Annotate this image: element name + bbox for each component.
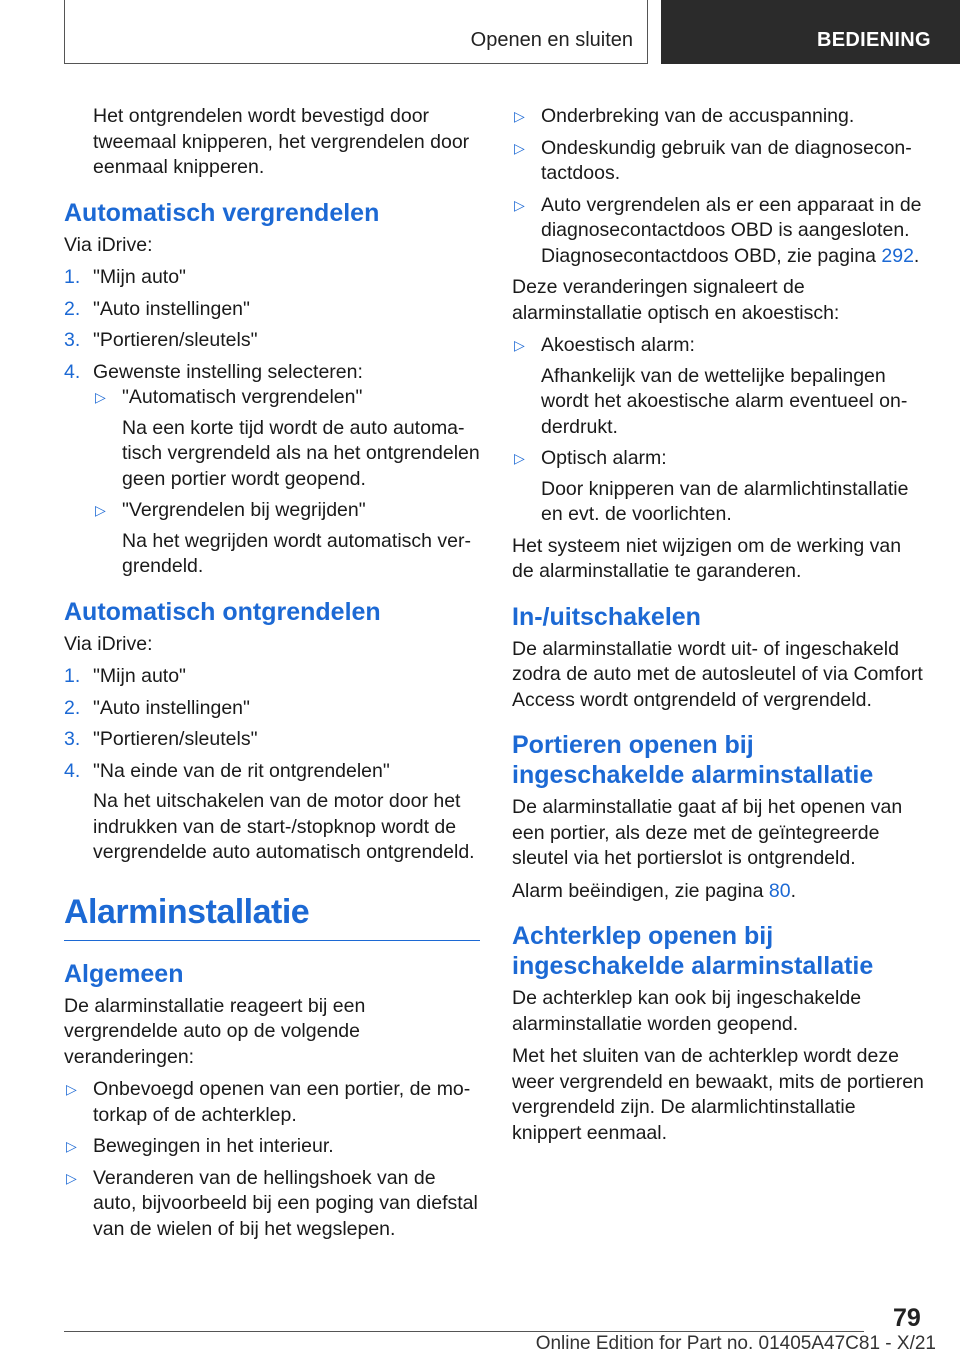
on-off-text: De alarminstallatie wordt uit- of ingeschakeld zodra de auto met de autosleutel of via Comfort Access wordt ontgrendeld of vergrendeld. [512,637,923,711]
list-item [512,446,928,528]
general-text: De alarminstallatie reageert bij een vergrendelde auto op de volgende veranderingen: [64,994,366,1068]
list-item [64,727,480,753]
bullet-desc: Afhankelijk van de wettelijke bepalingen wordt het akoestische alarm eventueel onderdrukt. [541,364,908,438]
bullet-text: Onderbreking van de accuspanning. [541,105,855,127]
auto-unlock-heading: Automatisch ontgrendelen [64,597,381,626]
changes-bullets [512,104,928,269]
list-item [512,136,928,187]
step-text: Gewenste instelling selecteren: [93,360,363,383]
list-item [64,1166,480,1243]
page-number: 79 [893,1304,921,1332]
bullet-text-end: . [913,244,920,267]
bullet-text: Bewegingen in het interieur. [93,1135,334,1157]
page-link-80[interactable]: 80 [768,879,791,902]
signal-bullets [512,333,928,528]
intro-text: Het ontgrendelen wordt bevestigd door tweemaal knipperen, het vergrendelen door eenmaal knipperen. [93,105,470,178]
bullet-text: Veranderen van de hellingshoek van de auto, bijvoorbeeld bij een poging van diefstal van de wielen of bij het wegslepen. [93,1166,478,1240]
doors-text: De alarminstallatie gaat af bij het openen van een portier, als deze met de geïntegreerde sleutel via het portierslot is ontgrendeld. [512,796,903,869]
list-item [64,664,480,690]
step-text: "Portieren/sleutels" [93,329,258,351]
tailgate-heading: Achterklep openen bij ingeschakelde alarminstallatie [512,922,874,980]
chapter-tab[interactable] [661,0,960,64]
title-divider [64,940,480,941]
bullet-text: Auto vergrendelen als er een apparaat in de diagnosecontactdoos OBD is aangesloten. Diagnosecontactdoos OBD, zie pagina [541,193,922,267]
list-item [64,1077,480,1128]
list-item [64,265,480,291]
step-text: "Auto instellingen" [93,297,250,320]
bullet-text: Onbevoegd openen van een portier, de motorkap of de achterklep. [93,1078,471,1126]
step-number: 2. [64,297,81,320]
list-item [64,696,480,722]
option-label: "Vergrendelen bij wegrijden" [122,499,366,521]
bullet-label: Akoestisch alarm: [541,334,695,356]
triangle-bullet-icon: ▷ [66,1081,77,1097]
on-off-heading: In-/uitschakelen [512,602,701,631]
auto-unlock-via: Via iDrive: [64,632,153,655]
chapter-tab-label: BEDIENING [817,29,931,51]
step-number: 3. [64,329,81,351]
list-item [64,360,480,580]
auto-lock-options [93,385,480,580]
triangle-bullet-icon: ▷ [66,1138,77,1154]
general-bullets [64,1077,480,1242]
triangle-bullet-icon: ▷ [95,389,106,405]
step-text: "Na einde van de rit ontgrendelen" [93,759,390,782]
list-item [64,759,480,866]
list-item [93,385,480,492]
step-number: 4. [64,759,81,782]
page-link-292[interactable]: 292 [881,244,914,267]
auto-lock-heading: Automatisch vergrendelen [64,198,380,227]
header-section-title: Openen en sluiten [470,29,633,51]
left-column [64,104,480,1248]
tailgate-text-2: Met het sluiten van de achterklep wordt deze weer vergrendeld en bewaakt, mits de portieren vergrendeld zijn. De alarmlichtinstallatie knippert eenmaal. [512,1045,924,1144]
step-number: 3. [64,728,81,750]
step-text: "Auto instellingen" [93,696,250,719]
list-item [512,333,928,440]
alarm-title: Alarminstallatie [64,892,310,931]
list-item [64,297,480,323]
list-item [512,193,928,270]
triangle-bullet-icon: ▷ [514,337,525,353]
list-item [64,1134,480,1160]
bullet-label: Optisch alarm: [541,447,667,469]
right-column [512,104,928,1153]
signal-text: Deze veranderingen signaleert de alarminstallatie optisch en akoestisch: [512,276,840,324]
step-number: 1. [64,665,81,687]
tailgate-text-1: De achterklep kan ook bij ingeschakelde alarminstallatie worden geopend. [512,987,862,1035]
footer-edition: Online Edition for Part no. 01405A47C81 - X/21 [535,1333,936,1354]
footer-divider [64,1331,864,1332]
step-text: "Mijn auto" [93,665,186,687]
end-text-after: . [790,879,797,902]
end-text: Alarm beëindigen, zie pagina [512,879,769,902]
doors-end-text [512,879,928,905]
auto-lock-steps [64,265,480,580]
step-text: "Mijn auto" [93,266,186,288]
option-desc: Na een korte tijd wordt de auto automatisch vergrendeld als na het ontgrendelen geen portier wordt geopend. [122,416,480,490]
option-desc: Na het wegrijden wordt automatisch vergrendeld. [122,529,471,577]
triangle-bullet-icon: ▷ [514,450,525,466]
triangle-bullet-icon: ▷ [66,1169,77,1186]
general-heading: Algemeen [64,959,184,988]
bullet-desc: Door knipperen van de alarmlichtinstallatie en evt. de voorlichten. [541,477,909,525]
step-desc: Na het uitschakelen van de motor door het indrukken van de start-/stopknop wordt de vergrendelde auto automatisch ontgrendeld. [93,790,475,863]
doors-heading: Portieren openen bij ingeschakelde alarminstallatie [512,731,874,789]
step-number: 4. [64,360,81,383]
list-item [93,498,480,580]
triangle-bullet-icon: ▷ [514,196,525,213]
step-number: 1. [64,266,81,288]
option-label: "Automatisch vergrendelen" [122,386,363,408]
auto-unlock-steps [64,664,480,866]
list-item [64,328,480,354]
system-text: Het systeem niet wijzigen om de werking van de alarminstallatie te garanderen. [512,534,902,582]
step-number: 2. [64,696,81,719]
triangle-bullet-icon: ▷ [514,108,525,124]
bullet-text: Ondeskundig gebruik van de diagnosecontactdoos. [541,136,912,184]
list-item [512,104,928,130]
triangle-bullet-icon: ▷ [514,139,525,156]
triangle-bullet-icon: ▷ [95,502,106,518]
auto-lock-via: Via iDrive: [64,233,153,256]
step-text: "Portieren/sleutels" [93,728,258,750]
